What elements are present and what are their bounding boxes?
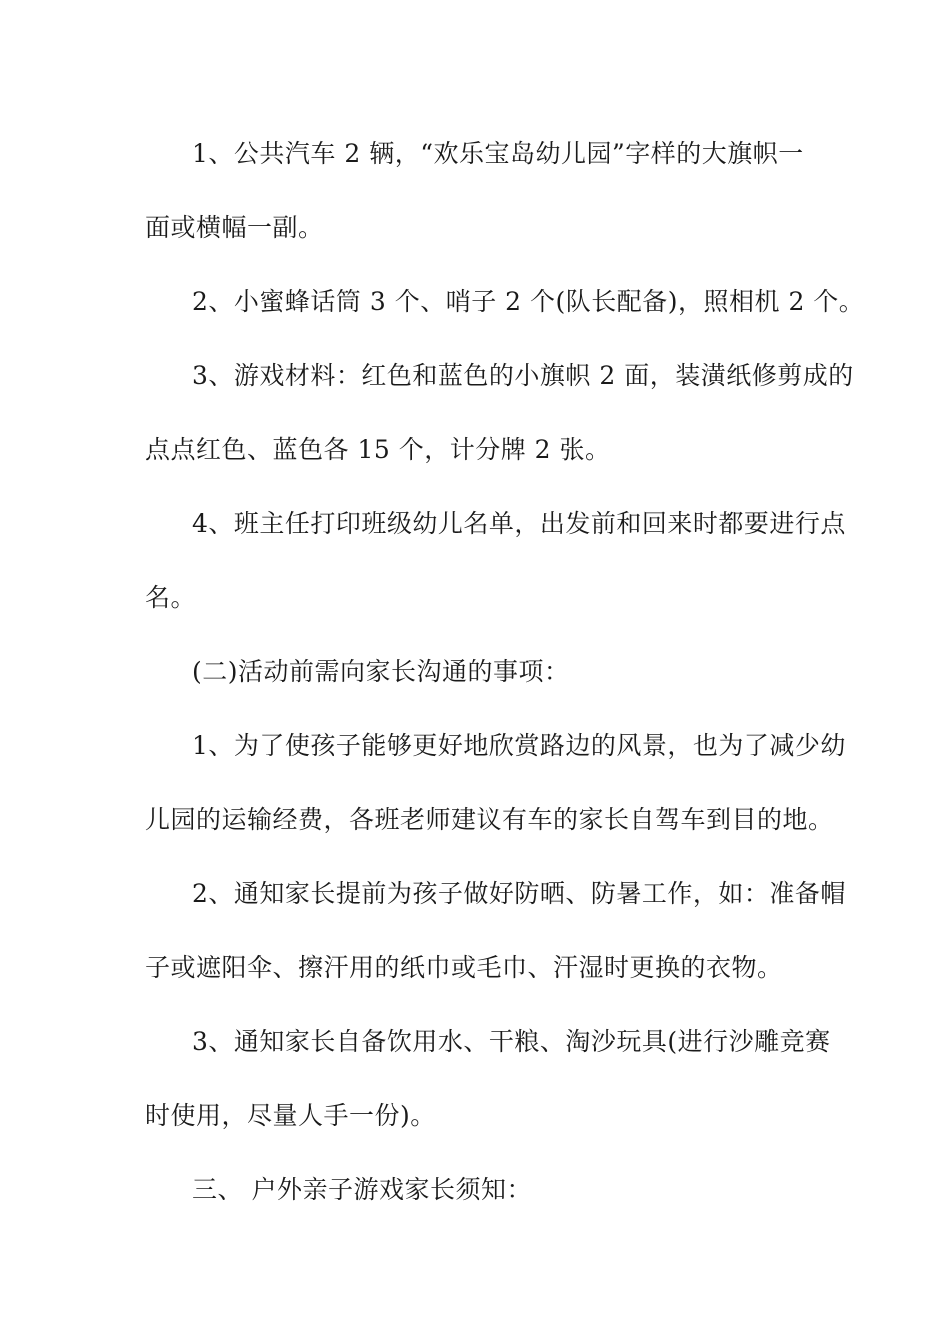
comm-item-1-line-2: 儿园的运输经费，各班老师建议有车的家长自驾车到目的地。 — [145, 805, 834, 834]
section-heading-parent-communication: (二)活动前需向家长沟通的事项： — [192, 657, 570, 686]
comm-item-3-line-1: 3、通知家长自备饮用水、干粮、淘沙玩具(进行沙雕竞赛 — [192, 1027, 831, 1056]
comm-item-2-line-2: 子或遮阳伞、擦汗用的纸巾或毛巾、汗湿时更换的衣物。 — [145, 953, 783, 982]
item-4-line-1: 4、班主任打印班级幼儿名单，出发前和回来时都要进行点 — [192, 509, 846, 538]
item-3-line-2: 点点红色、蓝色各 15 个，计分牌 2 张。 — [145, 435, 611, 464]
item-1-line-2: 面或横幅一副。 — [145, 213, 324, 242]
section-heading-outdoor-game-notice: 三、 户外亲子游戏家长须知： — [192, 1175, 532, 1204]
item-3-line-1: 3、游戏材料：红色和蓝色的小旗帜 2 面，装潢纸修剪成的 — [192, 361, 854, 390]
comm-item-2-line-1: 2、通知家长提前为孩子做好防晒、防暑工作，如：准备帽 — [192, 879, 846, 908]
comm-item-3-line-2: 时使用，尽量人手一份)。 — [145, 1101, 436, 1130]
comm-item-1-line-1: 1、为了使孩子能够更好地欣赏路边的风景，也为了减少幼 — [192, 731, 846, 760]
item-1-line-1: 1、公共汽车 2 辆，“欢乐宝岛幼儿园”字样的大旗帜一 — [192, 139, 804, 168]
item-4-line-2: 名。 — [145, 583, 197, 612]
item-2-line-1: 2、小蜜蜂话筒 3 个、哨子 2 个(队长配备)，照相机 2 个。 — [192, 287, 865, 316]
